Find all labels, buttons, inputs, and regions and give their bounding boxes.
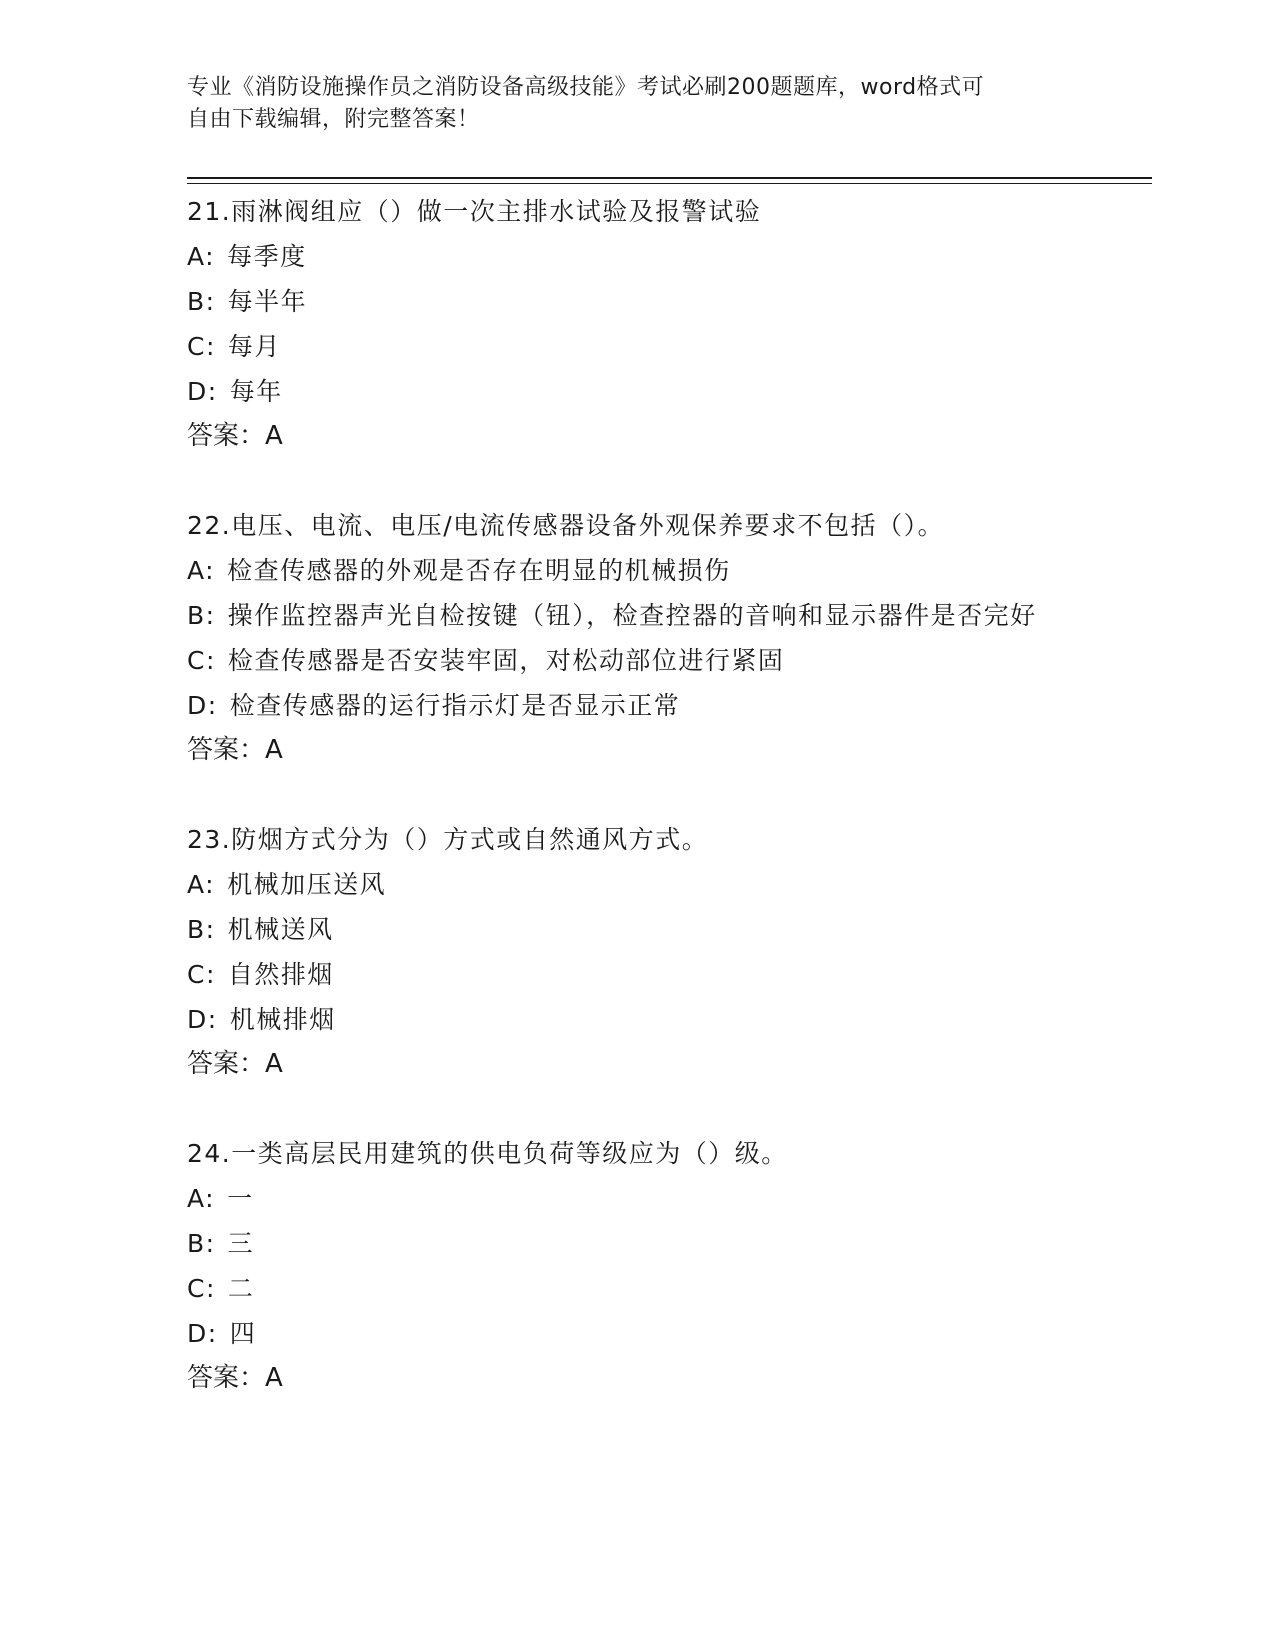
header-divider-thin: [187, 183, 1152, 184]
question-stem: 23.防烟方式分为（）方式或自然通风方式。: [187, 825, 709, 854]
option-label: C:: [187, 1274, 216, 1303]
option-text: 机械加压送风: [227, 870, 387, 899]
option-text: 检查传感器的运行指示灯是否显示正常: [229, 691, 681, 720]
question-stem: 22.电压、电流、电压/电流传感器设备外观保养要求不包括（）。: [187, 511, 945, 540]
option-d: [187, 369, 1087, 414]
answer-label: 答案：: [187, 1363, 266, 1393]
option-text: 一: [227, 1184, 254, 1213]
question-stem: 21.雨淋阀组应（）做一次主排水试验及报警试验: [187, 197, 762, 226]
option-text: 四: [229, 1319, 257, 1348]
option-d: [187, 1311, 1087, 1356]
header-line-1: 专业《消防设施操作员之消防设备高级技能》考试必刷200题题库，word格式可: [187, 75, 985, 100]
document-header: [187, 72, 1067, 136]
option-text: 操作监控器声光自检按键（钮），检查控器的音响和显示器件是否完好: [227, 601, 1037, 630]
question-24: [187, 1131, 1087, 1401]
answer-label: 答案：: [187, 735, 266, 765]
option-text: 每月: [227, 332, 281, 361]
option-label: D:: [187, 691, 218, 720]
option-text: 每季度: [227, 242, 307, 271]
option-label: D:: [187, 377, 218, 406]
question-22: [187, 503, 1087, 773]
answer-value: A: [265, 1049, 283, 1079]
option-c: [187, 952, 1087, 997]
option-d: [187, 997, 1087, 1042]
option-a: [187, 1176, 1087, 1221]
option-b: [187, 907, 1087, 952]
option-b: [187, 279, 1087, 324]
option-label: B:: [187, 915, 216, 944]
option-text: 检查传感器是否安装牢固，对松动部位进行紧固: [227, 646, 785, 675]
option-label: A:: [187, 556, 216, 585]
option-text: 机械排烟: [229, 1005, 336, 1034]
option-text: 三: [227, 1229, 255, 1258]
option-text: 机械送风: [227, 915, 334, 944]
option-c: [187, 638, 1087, 683]
option-label: A:: [187, 242, 216, 271]
answer-value: A: [265, 735, 283, 765]
option-text: 检查传感器的外观是否存在明显的机械损伤: [227, 556, 731, 585]
question-21: [187, 189, 1087, 459]
option-label: B:: [187, 287, 216, 316]
option-label: B:: [187, 601, 216, 630]
option-text: 二: [227, 1274, 255, 1303]
answer-line: [187, 1042, 1087, 1087]
option-text: 每半年: [227, 287, 308, 316]
answer-line: [187, 414, 1087, 459]
option-c: [187, 1266, 1087, 1311]
option-label: D:: [187, 1005, 218, 1034]
question-stem: 24.一类高层民用建筑的供电负荷等级应为（）级。: [187, 1139, 788, 1168]
answer-value: A: [265, 421, 283, 451]
answer-label: 答案：: [187, 421, 266, 451]
option-label: C:: [187, 646, 216, 675]
option-c: [187, 324, 1087, 369]
option-d: [187, 683, 1087, 728]
option-label: B:: [187, 1229, 216, 1258]
option-label: C:: [187, 960, 216, 989]
option-a: [187, 548, 1087, 593]
answer-line: [187, 1356, 1087, 1401]
option-a: [187, 234, 1087, 279]
header-divider-thick: [187, 177, 1152, 179]
answer-line: [187, 728, 1087, 773]
option-label: A:: [187, 870, 216, 899]
header-line-2: 自由下载编辑，附完整答案！: [187, 107, 480, 132]
answer-value: A: [265, 1363, 283, 1393]
question-list: [187, 189, 1087, 1445]
option-text: 每年: [229, 377, 283, 406]
option-b: [187, 593, 1087, 638]
question-23: [187, 817, 1087, 1087]
option-label: C:: [187, 332, 216, 361]
option-text: 自然排烟: [227, 960, 334, 989]
answer-label: 答案：: [187, 1049, 266, 1079]
option-label: D:: [187, 1319, 218, 1348]
option-label: A:: [187, 1184, 216, 1213]
option-a: [187, 862, 1087, 907]
option-b: [187, 1221, 1087, 1266]
